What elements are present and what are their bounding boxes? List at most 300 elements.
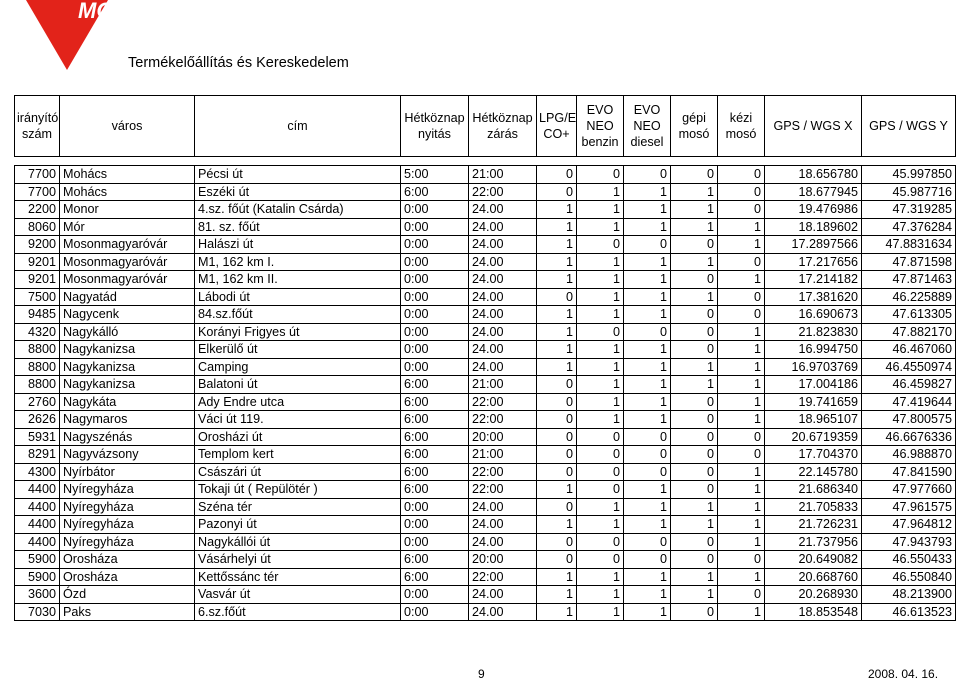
table-cell: 0:00 <box>401 271 469 289</box>
table-row <box>15 201 956 219</box>
table-cell: 9200 <box>15 236 60 254</box>
table-cell: 47.800575 <box>862 411 956 429</box>
table-cell: 24.00 <box>469 271 537 289</box>
table-cell: 47.977660 <box>862 481 956 499</box>
table-row <box>15 183 956 201</box>
table-cell: 6:00 <box>401 183 469 201</box>
table-cell: 1 <box>624 586 671 604</box>
table-cell: 47.376284 <box>862 218 956 236</box>
table-row <box>15 376 956 394</box>
table-cell: 0 <box>537 446 577 464</box>
table-cell: 45.987716 <box>862 183 956 201</box>
table-row <box>15 271 956 289</box>
table-cell: 0 <box>537 166 577 184</box>
table-cell: 1 <box>577 516 624 534</box>
table-cell: 0 <box>671 446 718 464</box>
table-cell: 16.9703769 <box>765 358 862 376</box>
table-cell: 1 <box>718 603 765 621</box>
table-cell: 0 <box>671 533 718 551</box>
table-cell: 1 <box>577 341 624 359</box>
table-header-row <box>15 96 956 157</box>
table-cell: Monor <box>60 201 195 219</box>
table-cell: 0:00 <box>401 201 469 219</box>
table-cell: 0 <box>577 463 624 481</box>
table-cell: 22.145780 <box>765 463 862 481</box>
table-cell: Nagyatád <box>60 288 195 306</box>
table-cell: 1 <box>624 603 671 621</box>
table-cell: Nyíregyháza <box>60 498 195 516</box>
table-cell: 0 <box>718 201 765 219</box>
table-cell: 0 <box>718 253 765 271</box>
column-header: irányító szám <box>15 96 60 157</box>
table-cell: 4320 <box>15 323 60 341</box>
table-cell: Tokaji út ( Repülötér ) <box>195 481 401 499</box>
table-cell: 0 <box>577 533 624 551</box>
table-cell: Mohács <box>60 166 195 184</box>
table-cell: 0 <box>671 603 718 621</box>
table-cell: 8800 <box>15 341 60 359</box>
table-cell: 4400 <box>15 516 60 534</box>
table-cell: Templom kert <box>195 446 401 464</box>
table-cell: 0:00 <box>401 516 469 534</box>
table-cell: Nyíregyháza <box>60 533 195 551</box>
table-cell: 1 <box>624 288 671 306</box>
table-cell: 1 <box>537 568 577 586</box>
table-cell: 24.00 <box>469 341 537 359</box>
table-cell: 1 <box>718 323 765 341</box>
table-row <box>15 288 956 306</box>
table-cell: 0 <box>577 428 624 446</box>
table-cell: 0 <box>577 446 624 464</box>
table-row <box>15 551 956 569</box>
table-cell: 0 <box>537 183 577 201</box>
table-cell: 24.00 <box>469 218 537 236</box>
table-cell: Mosonmagyaróvár <box>60 253 195 271</box>
table-cell: 0 <box>671 463 718 481</box>
table-cell: 0 <box>537 498 577 516</box>
table-cell: 47.871463 <box>862 271 956 289</box>
table-cell: 20.268930 <box>765 586 862 604</box>
table-cell: Mosonmagyaróvár <box>60 271 195 289</box>
table-cell: 0 <box>577 551 624 569</box>
table-cell: Császári út <box>195 463 401 481</box>
table-cell: 1 <box>671 218 718 236</box>
page-number: 9 <box>478 667 485 681</box>
table-cell: 0 <box>671 481 718 499</box>
table-cell: 1 <box>671 201 718 219</box>
table-cell: 1 <box>671 253 718 271</box>
table-cell: 0 <box>718 586 765 604</box>
table-cell: 0 <box>718 288 765 306</box>
table-cell: 9201 <box>15 253 60 271</box>
table-cell: 20:00 <box>469 551 537 569</box>
table-row <box>15 166 956 184</box>
table-cell: 1 <box>671 288 718 306</box>
table-cell: 1 <box>718 516 765 534</box>
table-cell: 46.225889 <box>862 288 956 306</box>
table-cell: 1 <box>624 201 671 219</box>
column-header: Hétköznap nyitás <box>401 96 469 157</box>
table-cell: 0 <box>671 306 718 324</box>
table-cell: 7030 <box>15 603 60 621</box>
table-cell: 1 <box>577 411 624 429</box>
table-cell: 24.00 <box>469 306 537 324</box>
table-cell: 46.4550974 <box>862 358 956 376</box>
table-cell: 1 <box>624 341 671 359</box>
table-cell: 1 <box>624 411 671 429</box>
table-cell: 0 <box>537 376 577 394</box>
table-row <box>15 498 956 516</box>
table-cell: 0 <box>537 393 577 411</box>
table-cell: Nagykáta <box>60 393 195 411</box>
table-cell: 2760 <box>15 393 60 411</box>
table-cell: 1 <box>577 201 624 219</box>
table-cell: 22:00 <box>469 183 537 201</box>
table-cell: 22:00 <box>469 481 537 499</box>
table-cell: 1 <box>671 498 718 516</box>
table-cell: 47.8831634 <box>862 236 956 254</box>
table-cell: 0 <box>718 306 765 324</box>
table-cell: Korányi Frigyes út <box>195 323 401 341</box>
table-cell: Széna tér <box>195 498 401 516</box>
table-cell: 6:00 <box>401 393 469 411</box>
column-header: város <box>60 96 195 157</box>
table-cell: 6:00 <box>401 481 469 499</box>
table-cell: 1 <box>718 271 765 289</box>
table-cell: 0 <box>671 428 718 446</box>
table-cell: 0:00 <box>401 533 469 551</box>
table-cell: 8291 <box>15 446 60 464</box>
mol-logo-icon <box>18 0 138 72</box>
table-cell: 5931 <box>15 428 60 446</box>
table-body <box>15 157 956 621</box>
table-cell: 0:00 <box>401 218 469 236</box>
table-cell: Nagykanizsa <box>60 341 195 359</box>
table-cell: 18.677945 <box>765 183 862 201</box>
table-cell: 17.217656 <box>765 253 862 271</box>
table-cell: 1 <box>718 393 765 411</box>
table-cell: 1 <box>624 516 671 534</box>
table-cell: 24.00 <box>469 516 537 534</box>
table-cell: 4400 <box>15 481 60 499</box>
table-row <box>15 411 956 429</box>
table-cell: 7700 <box>15 166 60 184</box>
table-cell: Mohács <box>60 183 195 201</box>
table-row <box>15 481 956 499</box>
table-cell: 24.00 <box>469 533 537 551</box>
table-cell: 2200 <box>15 201 60 219</box>
table-row <box>15 306 956 324</box>
table-cell: 3600 <box>15 586 60 604</box>
table-cell: 1 <box>537 341 577 359</box>
table-cell: 0 <box>671 323 718 341</box>
table-cell: 0:00 <box>401 236 469 254</box>
table-cell: 1 <box>671 516 718 534</box>
table-cell: M1, 162 km II. <box>195 271 401 289</box>
table-row <box>15 341 956 359</box>
table-cell: 0 <box>577 323 624 341</box>
table-cell: 24.00 <box>469 603 537 621</box>
table-cell: 0 <box>537 463 577 481</box>
table-cell: 1 <box>671 568 718 586</box>
table-cell: 0:00 <box>401 498 469 516</box>
table-cell: 17.704370 <box>765 446 862 464</box>
table-cell: 0 <box>671 236 718 254</box>
table-cell: Nagykálló <box>60 323 195 341</box>
table-cell: 16.690673 <box>765 306 862 324</box>
table-cell: 0 <box>624 551 671 569</box>
table-cell: 0 <box>718 428 765 446</box>
table-cell: 24.00 <box>469 586 537 604</box>
table-cell: 16.994750 <box>765 341 862 359</box>
table-cell: Vásárhelyi út <box>195 551 401 569</box>
table-cell: 0 <box>624 533 671 551</box>
table-row <box>15 586 956 604</box>
table-cell: Elkerülő út <box>195 341 401 359</box>
table-row <box>15 218 956 236</box>
table-cell: Ady Endre utca <box>195 393 401 411</box>
table-cell: 1 <box>718 533 765 551</box>
table-cell: 1 <box>671 586 718 604</box>
column-header: kézi mosó <box>718 96 765 157</box>
table-cell: 47.841590 <box>862 463 956 481</box>
table-cell: 46.613523 <box>862 603 956 621</box>
table-cell: 0 <box>671 166 718 184</box>
table-cell: 1 <box>537 323 577 341</box>
column-header: LPG/E CO+ <box>537 96 577 157</box>
table-row <box>15 446 956 464</box>
table-cell: 18.965107 <box>765 411 862 429</box>
table-cell: 1 <box>718 481 765 499</box>
table-cell: 1 <box>624 271 671 289</box>
table-cell: 20.668760 <box>765 568 862 586</box>
table-cell: 18.189602 <box>765 218 862 236</box>
table-cell: 1 <box>577 603 624 621</box>
table-cell: Ózd <box>60 586 195 604</box>
table-cell: 0 <box>537 533 577 551</box>
table-cell: 0:00 <box>401 603 469 621</box>
table-cell: 0 <box>577 236 624 254</box>
table-cell: 1 <box>718 411 765 429</box>
table-cell: 1 <box>671 358 718 376</box>
table-cell: Nagykanizsa <box>60 376 195 394</box>
station-table <box>14 95 956 621</box>
table-cell: 4300 <box>15 463 60 481</box>
table-cell: 21:00 <box>469 376 537 394</box>
table-cell: Nagymaros <box>60 411 195 429</box>
table-cell: Nagyszénás <box>60 428 195 446</box>
table-cell: 24.00 <box>469 253 537 271</box>
table-cell: 24.00 <box>469 323 537 341</box>
table-row <box>15 463 956 481</box>
table-cell: 6:00 <box>401 551 469 569</box>
table-cell: 1 <box>718 498 765 516</box>
table-cell: 20:00 <box>469 428 537 446</box>
table-cell: 1 <box>718 376 765 394</box>
table-cell: 0 <box>537 411 577 429</box>
table-cell: 45.997850 <box>862 166 956 184</box>
table-cell: 0:00 <box>401 586 469 604</box>
table-row <box>15 393 956 411</box>
column-header: GPS / WGS Y <box>862 96 956 157</box>
table-cell: 19.741659 <box>765 393 862 411</box>
table-cell: 46.550433 <box>862 551 956 569</box>
table-cell: 24.00 <box>469 201 537 219</box>
table-cell: 5900 <box>15 551 60 569</box>
table-cell: Nyírbátor <box>60 463 195 481</box>
table-cell: 5:00 <box>401 166 469 184</box>
table-cell: Halászi út <box>195 236 401 254</box>
table-cell: 21.737956 <box>765 533 862 551</box>
table-cell: 21.823830 <box>765 323 862 341</box>
table-cell: 0 <box>671 341 718 359</box>
table-cell: 1 <box>537 201 577 219</box>
table-cell: Balatoni út <box>195 376 401 394</box>
table-cell: 6:00 <box>401 428 469 446</box>
table-cell: 4400 <box>15 533 60 551</box>
table-cell: Orosháza <box>60 551 195 569</box>
table-cell: Vasvár út <box>195 586 401 604</box>
table-cell: 24.00 <box>469 358 537 376</box>
table-cell: 46.6676336 <box>862 428 956 446</box>
table-cell: Mór <box>60 218 195 236</box>
table-cell: 21.686340 <box>765 481 862 499</box>
table-cell: 1 <box>624 568 671 586</box>
table-cell: Camping <box>195 358 401 376</box>
table-row <box>15 428 956 446</box>
table-cell: 22:00 <box>469 463 537 481</box>
table-cell: 1 <box>624 306 671 324</box>
table-cell: 1 <box>624 481 671 499</box>
column-header: cím <box>195 96 401 157</box>
table-cell: Nagykanizsa <box>60 358 195 376</box>
table-cell: 1 <box>537 358 577 376</box>
table-cell: 1 <box>577 253 624 271</box>
table-cell: 47.964812 <box>862 516 956 534</box>
table-cell: 21:00 <box>469 166 537 184</box>
table-cell: 47.419644 <box>862 393 956 411</box>
table-cell: 0:00 <box>401 306 469 324</box>
table-cell: 24.00 <box>469 236 537 254</box>
table-cell: 18.853548 <box>765 603 862 621</box>
table-cell: 46.550840 <box>862 568 956 586</box>
table-cell: 1 <box>537 603 577 621</box>
table-cell: Pazonyi út <box>195 516 401 534</box>
table-cell: 84.sz.főút <box>195 306 401 324</box>
table-cell: 0 <box>671 411 718 429</box>
table-cell: 1 <box>577 271 624 289</box>
table-cell: 6:00 <box>401 568 469 586</box>
table-cell: 1 <box>624 358 671 376</box>
table-cell: 47.871598 <box>862 253 956 271</box>
table-cell: 19.476986 <box>765 201 862 219</box>
table-cell: 0 <box>577 481 624 499</box>
table-cell: 0 <box>671 551 718 569</box>
table-cell: 1 <box>624 498 671 516</box>
table-cell: 0:00 <box>401 341 469 359</box>
table-cell: 0 <box>718 166 765 184</box>
table-cell: 1 <box>671 183 718 201</box>
table-cell: 17.381620 <box>765 288 862 306</box>
table-cell: 0 <box>577 166 624 184</box>
table-cell: 0 <box>537 551 577 569</box>
table-cell: 6:00 <box>401 463 469 481</box>
table-row <box>15 358 956 376</box>
table-cell: 21:00 <box>469 446 537 464</box>
company-name: Termékelőállítás és Kereskedelem <box>128 55 349 71</box>
table-cell: 46.459827 <box>862 376 956 394</box>
table-cell: 1 <box>577 586 624 604</box>
table-cell: Nagyvázsony <box>60 446 195 464</box>
table-cell: 0 <box>718 446 765 464</box>
table-cell: 1 <box>718 236 765 254</box>
table-cell: Mosonmagyaróvár <box>60 236 195 254</box>
table-cell: 1 <box>624 376 671 394</box>
table-cell: 46.988870 <box>862 446 956 464</box>
table-cell: Eszéki út <box>195 183 401 201</box>
table-cell: Pécsi út <box>195 166 401 184</box>
table-cell: Váci út 119. <box>195 411 401 429</box>
table-cell: Nagycenk <box>60 306 195 324</box>
table-cell: 21.726231 <box>765 516 862 534</box>
table-cell: Orosházi út <box>195 428 401 446</box>
table-cell: 22:00 <box>469 568 537 586</box>
table-cell: 6:00 <box>401 376 469 394</box>
table-cell: 0 <box>537 428 577 446</box>
table-cell: 1 <box>577 376 624 394</box>
table-cell: 1 <box>577 568 624 586</box>
table-cell: 24.00 <box>469 288 537 306</box>
table-cell: 1 <box>624 183 671 201</box>
table-row <box>15 516 956 534</box>
table-cell: 1 <box>537 253 577 271</box>
table-cell: 1 <box>577 393 624 411</box>
table-cell: 47.882170 <box>862 323 956 341</box>
table-cell: 24.00 <box>469 498 537 516</box>
table-cell: 47.943793 <box>862 533 956 551</box>
table-cell: 22:00 <box>469 393 537 411</box>
table-cell: 4400 <box>15 498 60 516</box>
column-header: Hétköznap zárás <box>469 96 537 157</box>
table-cell: 8800 <box>15 376 60 394</box>
table-cell: 0 <box>624 446 671 464</box>
table-cell: 1 <box>577 183 624 201</box>
table-cell: Orosháza <box>60 568 195 586</box>
table-cell: M1, 162 km I. <box>195 253 401 271</box>
table-cell: 18.656780 <box>765 166 862 184</box>
table-cell: 0 <box>718 183 765 201</box>
table-cell: Nyíregyháza <box>60 516 195 534</box>
table-cell: 0:00 <box>401 323 469 341</box>
table-cell: Nyíregyháza <box>60 481 195 499</box>
table-cell: 48.213900 <box>862 586 956 604</box>
table-cell: 2626 <box>15 411 60 429</box>
table-cell: 81. sz. főút <box>195 218 401 236</box>
table-cell: 0 <box>624 323 671 341</box>
table-cell: 1 <box>624 253 671 271</box>
mol-logo <box>18 0 138 72</box>
table-cell: 22:00 <box>469 411 537 429</box>
table-cell: 0 <box>537 288 577 306</box>
table-cell: 1 <box>718 218 765 236</box>
table-cell: 1 <box>577 498 624 516</box>
table-cell: 1 <box>577 306 624 324</box>
table-cell: 7700 <box>15 183 60 201</box>
table-cell: 0 <box>624 166 671 184</box>
table-cell: 1 <box>577 288 624 306</box>
table-cell: 1 <box>537 218 577 236</box>
table-cell: 20.6719359 <box>765 428 862 446</box>
